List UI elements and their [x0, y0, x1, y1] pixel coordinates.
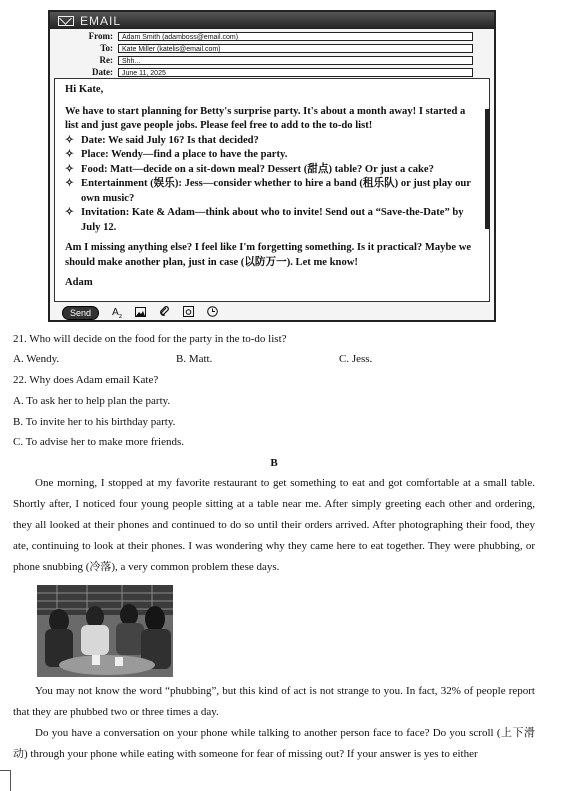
todo-text: Entertainment (娱乐): Jess—consider whether to hire a band (租乐队) or just play our own music? — [81, 178, 471, 204]
closing-text: Am I missing anything else? I feel like I'm forgetting something. Is it practical? Maybe we should make another plan, just in case (以防万一). Let me know! — [65, 242, 472, 268]
email-toolbar — [62, 306, 218, 320]
photo-friends-on-phones — [37, 585, 173, 677]
q21-option-c: C. Jess. — [339, 353, 373, 365]
bullet-icon: ✧ — [65, 134, 74, 146]
date-label: Date: — [92, 67, 113, 77]
signature: Adam — [65, 277, 93, 288]
greeting: Hi Kate, — [65, 84, 104, 95]
email-title: EMAIL — [80, 13, 122, 28]
re-label: Re: — [99, 55, 113, 65]
bullet-icon: ✧ — [65, 207, 74, 218]
todo-item-entertainment — [65, 177, 481, 206]
todo-text: Invitation: Kate & Adam—think about who to invite! Send out a “Save-the-Date” by July 12. — [81, 207, 464, 233]
from-label: From: — [88, 31, 113, 41]
send-button[interactable]: Send — [62, 306, 99, 320]
paragraph-3-text: Do you have a conversation on your phone while talking to another person face to face? Do you scroll (上下滑动) through your phone while eating with someone for fear of missing out? If your answer is yes to either — [13, 727, 535, 760]
to-field[interactable]: Kate Miller (katelis@email.com) — [118, 44, 473, 53]
date-row — [50, 67, 473, 77]
q22-option-a: A. To ask her to help plan the party. — [13, 395, 171, 407]
question-22: 22. Why does Adam email Kate? — [13, 374, 159, 386]
envelope-icon — [58, 16, 74, 26]
email-titlebar — [50, 12, 494, 29]
paragraph-1-text: One morning, I stopped at my favorite restaurant to get something to eat and got comfortable at a small table. Shortly after, I noticed four young people sitting at a table near me. After simply greeting each other and ordering, they all looked at their phones and continued to do so until their orders arrived. After photographing their food, they ate, continuing to look at their phones. I was wondering why they came here to eat together. They were phubbing, or phone snubbing (冷落), a very common problem these days. — [13, 477, 535, 573]
subject-row — [50, 55, 473, 65]
q22-option-c: C. To advise her to make more friends. — [13, 436, 185, 448]
section-heading: B — [270, 457, 278, 469]
q21-option-b: B. Matt. — [176, 353, 213, 365]
from-row — [50, 31, 473, 41]
to-label: To: — [100, 43, 113, 53]
paragraph-2 — [13, 681, 535, 723]
todo-item-invitation — [65, 206, 481, 235]
todo-item-food — [65, 163, 481, 178]
todo-text: Food: Matt—decide on a sit-down meal? Dessert (甜点) table? Or just a cake? — [81, 163, 434, 175]
paragraph-3 — [13, 723, 535, 765]
todo-item-place — [65, 148, 481, 163]
todo-text: Place: Wendy—find a place to have the party. — [81, 149, 288, 160]
bullet-icon: ✧ — [65, 149, 74, 160]
attach-icon[interactable] — [159, 306, 170, 320]
text-format-icon[interactable]: $A_z$ — [112, 306, 123, 320]
clock-icon[interactable] — [207, 306, 218, 320]
todo-text: Date: We said July 16? Is that decided? — [81, 134, 259, 146]
date-field[interactable]: June 11, 2025 — [118, 68, 473, 77]
paragraph-2-text: You may not know the word “phubbing”, but this kind of act is not strange to you. In fact, 32% of people report that they are phubbed two or three times a day. — [13, 685, 535, 718]
to-row — [50, 43, 473, 53]
bullet-icon: ✧ — [65, 178, 74, 189]
subject-field[interactable]: Shh... — [118, 56, 473, 65]
paragraph-1 — [13, 473, 535, 578]
page-corner-mark — [0, 770, 11, 791]
email-panel — [48, 10, 496, 322]
question-21: 21. Who will decide on the food for the party in the to-do list? — [13, 333, 287, 345]
camera-icon[interactable] — [183, 306, 194, 320]
todo-item-date — [65, 134, 481, 149]
q22-option-b: B. To invite her to his birthday party. — [13, 416, 176, 428]
email-body[interactable] — [54, 78, 490, 302]
q21-option-a: A. Wendy. — [13, 353, 60, 365]
bullet-icon: ✧ — [65, 163, 74, 175]
intro-text: We have to start planning for Betty's surprise party. It's about a month away! I started a list and just gave people jobs. Please feel free to add to the to-do list! — [65, 105, 466, 131]
from-field[interactable]: Adam Smith (adamboss@email.com) — [118, 32, 473, 41]
scrollbar[interactable] — [485, 109, 490, 229]
image-icon[interactable] — [135, 307, 146, 320]
